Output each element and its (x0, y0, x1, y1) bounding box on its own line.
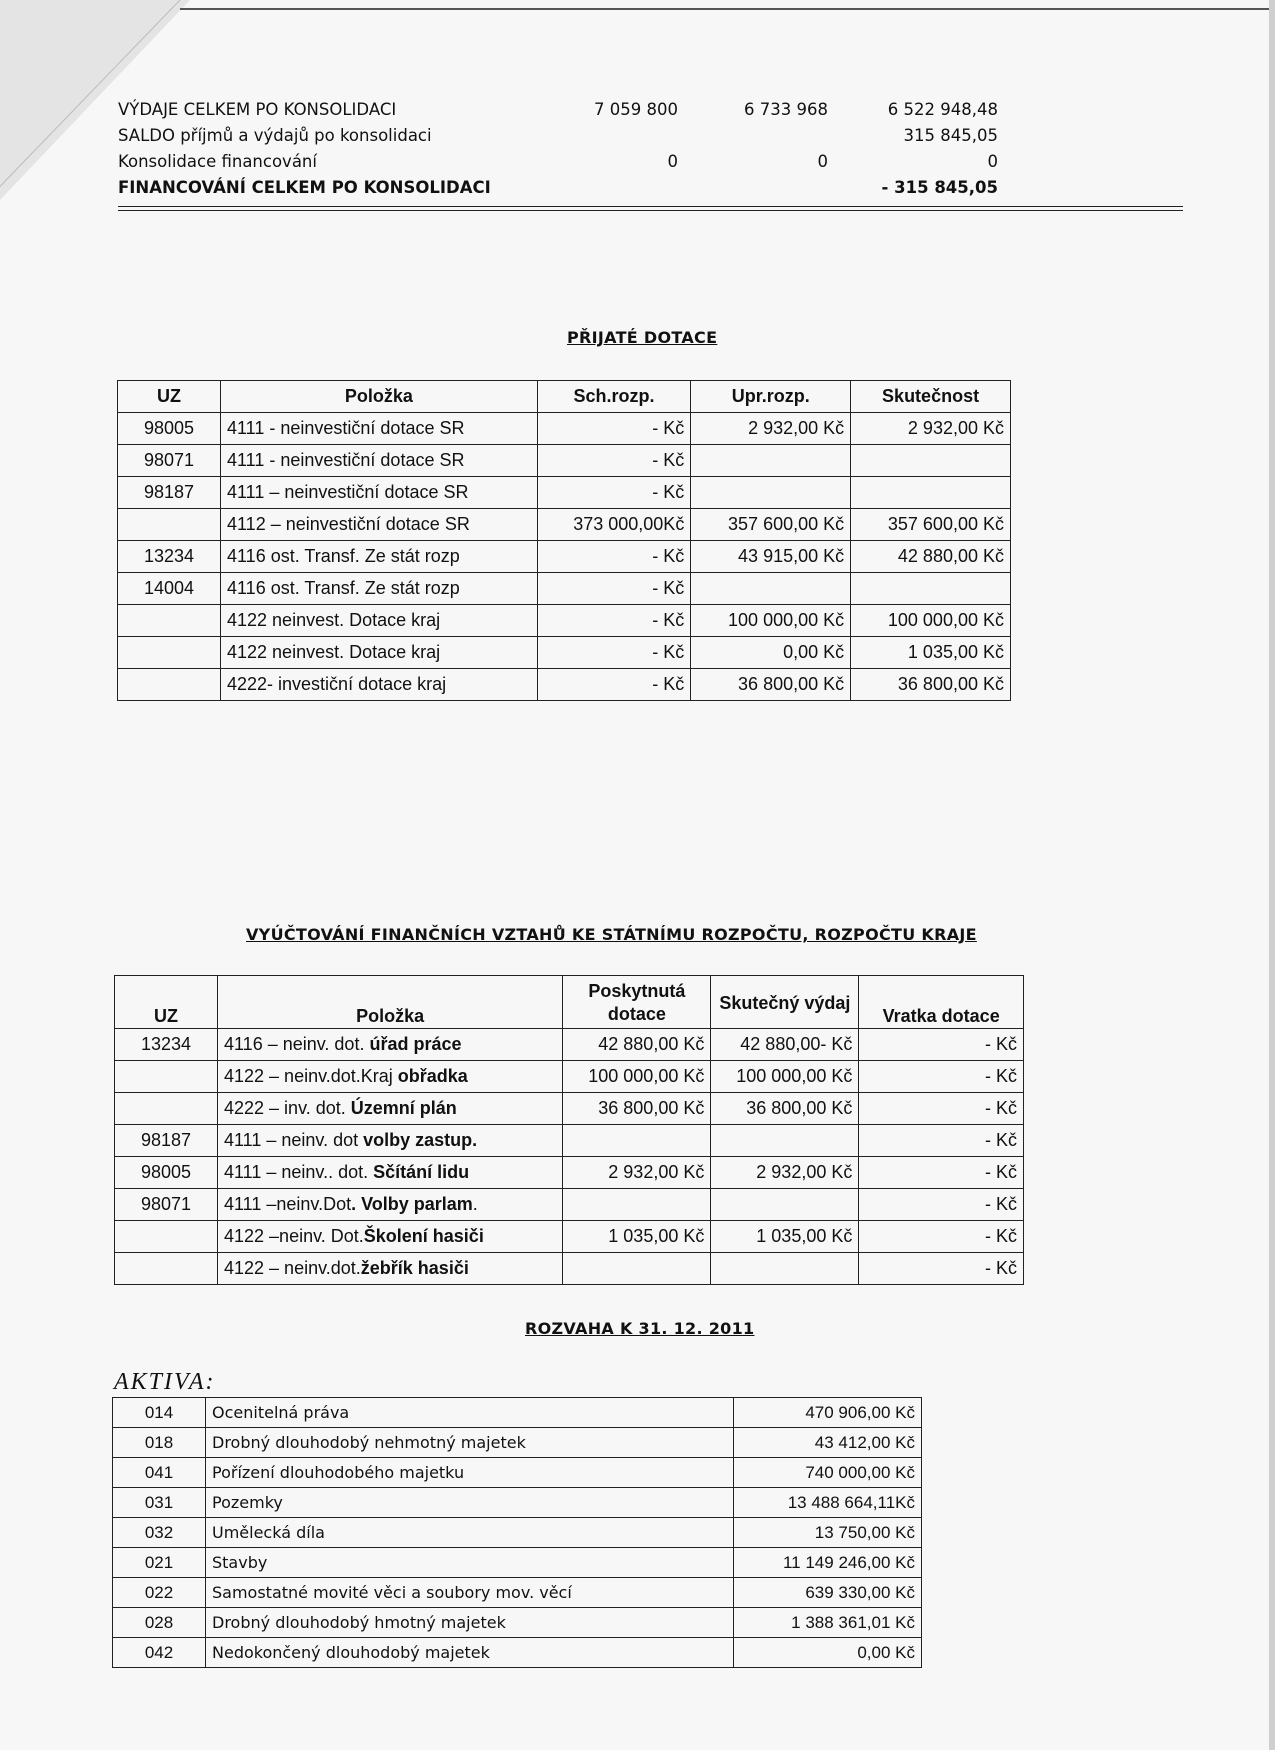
poskytnuta-cell: 100 000,00 Kč (563, 1061, 711, 1093)
uz-cell: 14004 (118, 573, 221, 605)
account-code-cell: 032 (113, 1518, 206, 1548)
polozka-prefix: 4122 –neinv. Dot. (224, 1226, 364, 1246)
balance-row (113, 1428, 922, 1458)
col-upr-rozp: Upr.rozp. (691, 381, 851, 413)
uz-cell: 13234 (115, 1029, 218, 1061)
skutecnost-cell (851, 573, 1011, 605)
sch-rozp-cell: - Kč (537, 445, 691, 477)
account-name-cell: Pozemky (206, 1488, 734, 1518)
summary-row (118, 124, 998, 150)
upr-rozp-cell: 36 800,00 Kč (691, 669, 851, 701)
upr-rozp-cell: 357 600,00 Kč (691, 509, 851, 541)
uz-cell: 98005 (118, 413, 221, 445)
balance-row (113, 1488, 922, 1518)
upr-rozp-cell: 100 000,00 Kč (691, 605, 851, 637)
polozka-cell: 4111 – neinvestiční dotace SR (221, 477, 538, 509)
poskytnuta-cell: 2 932,00 Kč (563, 1157, 711, 1189)
polozka-suffix: . (472, 1194, 478, 1214)
consolidation-summary (118, 98, 998, 202)
upr-rozp-cell: 0,00 Kč (691, 637, 851, 669)
polozka-cell: 4112 – neinvestiční dotace SR (221, 509, 538, 541)
grants-row (118, 541, 1011, 573)
skutecnost-cell: 1 035,00 Kč (851, 637, 1011, 669)
grants-row (118, 573, 1011, 605)
balance-row (113, 1608, 922, 1638)
polozka-purpose: obřadka (397, 1066, 468, 1086)
polozka-purpose: úřad práce (369, 1034, 462, 1054)
summary-label: FINANCOVÁNÍ CELKEM PO KONSOLIDACI (118, 178, 491, 197)
polozka-cell (218, 1157, 563, 1189)
grants-row (118, 445, 1011, 477)
vydaj-cell: 36 800,00 Kč (711, 1093, 859, 1125)
uz-cell (115, 1253, 218, 1285)
skutecnost-cell: 100 000,00 Kč (851, 605, 1011, 637)
balance-row (113, 1398, 922, 1428)
polozka-cell: 4222- investiční dotace kraj (221, 669, 538, 701)
account-code-cell: 031 (113, 1488, 206, 1518)
vratka-cell: - Kč (859, 1125, 1024, 1157)
polozka-cell (218, 1093, 563, 1125)
polozka-prefix: 4111 – neinv. dot (224, 1130, 364, 1150)
polozka-purpose: žebřík hasiči (360, 1258, 469, 1278)
sch-rozp-cell: - Kč (537, 669, 691, 701)
uz-cell: 98005 (115, 1157, 218, 1189)
balance-row (113, 1548, 922, 1578)
upr-rozp-cell (691, 477, 851, 509)
grants-row (118, 509, 1011, 541)
settlement-row (115, 1029, 1024, 1061)
uz-cell (118, 605, 221, 637)
polozka-purpose: . Volby parlam (351, 1194, 473, 1214)
grants-row (118, 477, 1011, 509)
sch-rozp-cell: - Kč (537, 573, 691, 605)
amount-cell: 11 149 246,00 Kč (734, 1548, 922, 1578)
grants-header-row (118, 381, 1011, 413)
account-code-cell: 041 (113, 1458, 206, 1488)
vydaj-cell: 100 000,00 Kč (711, 1061, 859, 1093)
upr-rozp-cell (691, 573, 851, 605)
summary-value-2: 0 (817, 152, 828, 171)
account-name-cell: Drobný dlouhodobý hmotný majetek (206, 1608, 734, 1638)
grants-row (118, 637, 1011, 669)
vydaj-cell: 1 035,00 Kč (711, 1221, 859, 1253)
grants-table (117, 380, 1011, 701)
settlement-row (115, 1125, 1024, 1157)
balance-row (113, 1518, 922, 1548)
sch-rozp-cell: - Kč (537, 413, 691, 445)
account-name-cell: Umělecká díla (206, 1518, 734, 1548)
col-uz: UZ (118, 381, 221, 413)
polozka-prefix: 4122 – neinv.dot.Kraj (224, 1066, 398, 1086)
col-skutecnost: Skutečnost (851, 381, 1011, 413)
poskytnuta-cell (563, 1125, 711, 1157)
uz-cell (115, 1093, 218, 1125)
polozka-purpose: volby zastup. (363, 1130, 478, 1150)
settlement-row (115, 1157, 1024, 1189)
account-code-cell: 022 (113, 1578, 206, 1608)
polozka-purpose: Školení hasiči (363, 1226, 484, 1246)
polozka-cell: 4111 - neinvestiční dotace SR (221, 413, 538, 445)
polozka-cell (218, 1253, 563, 1285)
poskytnuta-cell: 1 035,00 Kč (563, 1221, 711, 1253)
sch-rozp-cell: 373 000,00Kč (537, 509, 691, 541)
settlement-title: VYÚČTOVÁNÍ FINANČNÍCH VZTAHŮ KE STÁTNÍMU ROZPOČTU, ROZPOČTU KRAJE (246, 925, 977, 944)
polozka-cell (218, 1061, 563, 1093)
settlement-row (115, 1093, 1024, 1125)
polozka-cell: 4122 neinvest. Dotace kraj (221, 605, 538, 637)
col-vratka-dotace: Vratka dotace (859, 976, 1024, 1029)
summary-value-3: 0 (987, 152, 998, 171)
account-name-cell: Nedokončený dlouhodobý majetek (206, 1638, 734, 1668)
right-edge (1269, 0, 1275, 1750)
amount-cell: 43 412,00 Kč (734, 1428, 922, 1458)
settlement-row (115, 1189, 1024, 1221)
sch-rozp-cell: - Kč (537, 541, 691, 573)
polozka-purpose: Územní plán (350, 1098, 457, 1118)
polozka-purpose: Sčítání lidu (373, 1162, 470, 1182)
polozka-prefix: 4111 – neinv.. dot. (224, 1162, 374, 1182)
account-code-cell: 042 (113, 1638, 206, 1668)
grants-row (118, 413, 1011, 445)
uz-cell: 98071 (115, 1189, 218, 1221)
uz-cell: 98187 (118, 477, 221, 509)
poskytnuta-cell (563, 1253, 711, 1285)
col-polozka: Položka (221, 381, 538, 413)
grants-row (118, 605, 1011, 637)
upr-rozp-cell (691, 445, 851, 477)
account-code-cell: 014 (113, 1398, 206, 1428)
uz-cell (115, 1221, 218, 1253)
settlement-table (114, 975, 1024, 1285)
grants-row (118, 669, 1011, 701)
polozka-cell: 4122 neinvest. Dotace kraj (221, 637, 538, 669)
skutecnost-cell (851, 445, 1011, 477)
polozka-cell: 4111 - neinvestiční dotace SR (221, 445, 538, 477)
summary-row (118, 150, 998, 176)
amount-cell: 13 488 664,11Kč (734, 1488, 922, 1518)
balance-title: ROZVAHA K 31. 12. 2011 (525, 1319, 755, 1338)
skutecnost-cell: 357 600,00 Kč (851, 509, 1011, 541)
balance-row (113, 1458, 922, 1488)
summary-value-1: 0 (667, 152, 678, 171)
account-code-cell: 021 (113, 1548, 206, 1578)
sch-rozp-cell: - Kč (537, 637, 691, 669)
account-name-cell: Drobný dlouhodobý nehmotný majetek (206, 1428, 734, 1458)
balance-row (113, 1638, 922, 1668)
upr-rozp-cell: 43 915,00 Kč (691, 541, 851, 573)
polozka-cell (218, 1189, 563, 1221)
polozka-prefix: 4122 – neinv.dot. (224, 1258, 361, 1278)
uz-cell: 98187 (115, 1125, 218, 1157)
col-poskytnuta-dotace: Poskytnutá dotace (563, 976, 711, 1029)
account-name-cell: Stavby (206, 1548, 734, 1578)
uz-cell: 98071 (118, 445, 221, 477)
summary-label: Konsolidace financování (118, 152, 317, 171)
uz-cell (118, 509, 221, 541)
skutecnost-cell: 42 880,00 Kč (851, 541, 1011, 573)
summary-row (118, 176, 998, 202)
vratka-cell: - Kč (859, 1061, 1024, 1093)
polozka-prefix: 4222 – inv. dot. (224, 1098, 351, 1118)
amount-cell: 1 388 361,01 Kč (734, 1608, 922, 1638)
vydaj-cell (711, 1189, 859, 1221)
vydaj-cell (711, 1253, 859, 1285)
skutecnost-cell: 36 800,00 Kč (851, 669, 1011, 701)
vratka-cell: - Kč (859, 1189, 1024, 1221)
summary-row (118, 98, 998, 124)
vratka-cell: - Kč (859, 1029, 1024, 1061)
top-edge (180, 8, 1275, 10)
poskytnuta-cell (563, 1189, 711, 1221)
summary-value-1: 7 059 800 (594, 100, 678, 119)
account-code-cell: 028 (113, 1608, 206, 1638)
account-name-cell: Pořízení dlouhodobého majetku (206, 1458, 734, 1488)
summary-value-2: 6 733 968 (744, 100, 828, 119)
summary-label: VÝDAJE CELKEM PO KONSOLIDACI (118, 100, 397, 119)
vratka-cell: - Kč (859, 1093, 1024, 1125)
skutecnost-cell: 2 932,00 Kč (851, 413, 1011, 445)
amount-cell: 740 000,00 Kč (734, 1458, 922, 1488)
poskytnuta-cell: 42 880,00 Kč (563, 1029, 711, 1061)
polozka-cell (218, 1029, 563, 1061)
amount-cell: 470 906,00 Kč (734, 1398, 922, 1428)
polozka-cell (218, 1221, 563, 1253)
col-uz: UZ (115, 976, 218, 1029)
amount-cell: 13 750,00 Kč (734, 1518, 922, 1548)
account-code-cell: 018 (113, 1428, 206, 1458)
account-name-cell: Samostatné movité věci a soubory mov. věcí (206, 1578, 734, 1608)
uz-cell (115, 1061, 218, 1093)
polozka-prefix: 4116 – neinv. dot. (224, 1034, 370, 1054)
balance-table (112, 1397, 922, 1668)
col-skutecny-vydaj: Skutečný výdaj (711, 976, 859, 1029)
vratka-cell: - Kč (859, 1157, 1024, 1189)
settlement-row (115, 1253, 1024, 1285)
sch-rozp-cell: - Kč (537, 605, 691, 637)
summary-value-3: 315 845,05 (903, 126, 998, 145)
polozka-cell: 4116 ost. Transf. Ze stát rozp (221, 541, 538, 573)
amount-cell: 639 330,00 Kč (734, 1578, 922, 1608)
balance-row (113, 1578, 922, 1608)
poskytnuta-cell: 36 800,00 Kč (563, 1093, 711, 1125)
summary-value-3: - 315 845,05 (881, 178, 998, 197)
polozka-cell (218, 1125, 563, 1157)
vydaj-cell: 2 932,00 Kč (711, 1157, 859, 1189)
account-name-cell: Ocenitelná práva (206, 1398, 734, 1428)
settlement-row (115, 1221, 1024, 1253)
double-rule (118, 206, 1183, 211)
polozka-cell: 4116 ost. Transf. Ze stát rozp (221, 573, 538, 605)
amount-cell: 0,00 Kč (734, 1638, 922, 1668)
vratka-cell: - Kč (859, 1253, 1024, 1285)
settlement-header-row (115, 976, 1024, 1029)
vratka-cell: - Kč (859, 1221, 1024, 1253)
settlement-row (115, 1061, 1024, 1093)
polozka-prefix: 4111 –neinv.Dot (224, 1194, 352, 1214)
aktiva-label: AKTIVA: (114, 1369, 216, 1395)
col-sch-rozp: Sch.rozp. (537, 381, 691, 413)
upr-rozp-cell: 2 932,00 Kč (691, 413, 851, 445)
uz-cell (118, 637, 221, 669)
sch-rozp-cell: - Kč (537, 477, 691, 509)
uz-cell: 13234 (118, 541, 221, 573)
grants-title: PŘIJATÉ DOTACE (567, 328, 718, 347)
skutecnost-cell (851, 477, 1011, 509)
summary-label: SALDO příjmů a výdajů po konsolidaci (118, 126, 432, 145)
col-polozka: Položka (218, 976, 563, 1029)
vydaj-cell: 42 880,00- Kč (711, 1029, 859, 1061)
vydaj-cell (711, 1125, 859, 1157)
uz-cell (118, 669, 221, 701)
summary-value-3: 6 522 948,48 (887, 100, 998, 119)
